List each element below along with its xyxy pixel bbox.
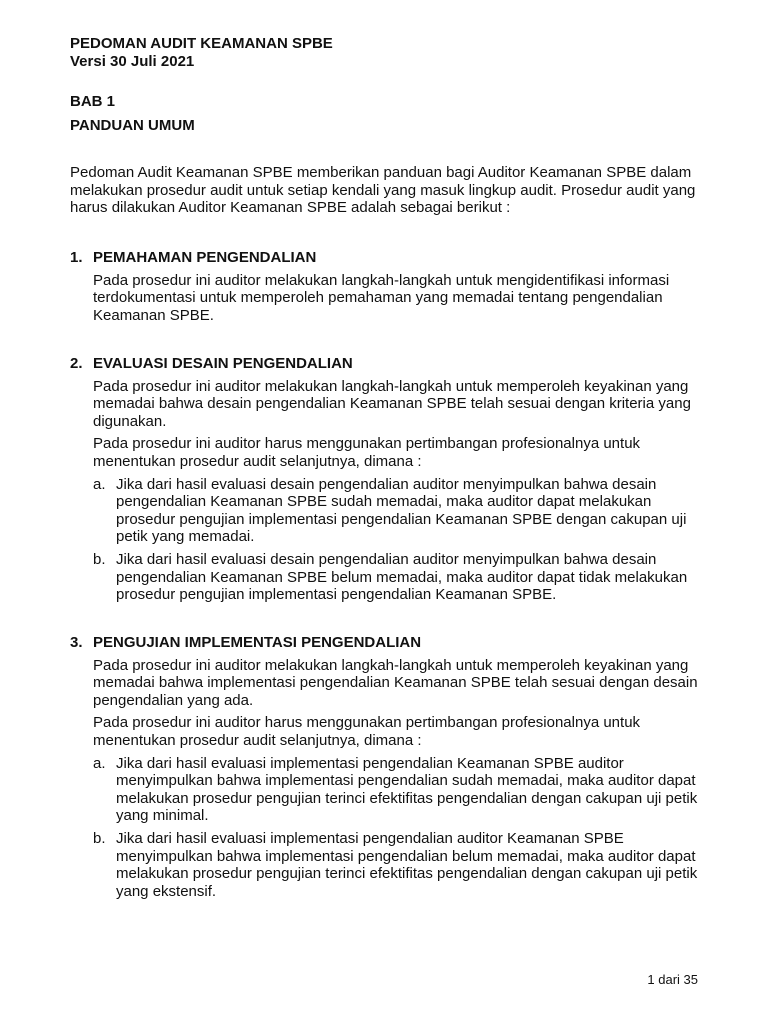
section-title: PENGUJIAN IMPLEMENTASI PENGENDALIAN [93, 634, 422, 651]
list-item-text: Jika dari hasil evaluasi desain pengendalian auditor menyimpulkan bahwa desain pengendalian Keamanan SPBE belum memadai, maka auditor dapat tidak melakukan prosedur pengujian implementasi pengendalian Keamanan SPBE. [116, 550, 688, 604]
chapter-title: PANDUAN UMUM [70, 116, 195, 134]
section-heading [70, 355, 710, 373]
section-number: 1. [70, 249, 83, 266]
section-title: EVALUASI DESAIN PENGENDALIAN [93, 355, 353, 372]
section-body [93, 378, 710, 604]
section-pemahaman [70, 249, 710, 324]
section-pengujian-implementasi [70, 634, 710, 900]
intro-paragraph: Pedoman Audit Keamanan SPBE memberikan panduan bagi Auditor Keamanan SPBE dalam melakukan prosedur audit untuk setiap kendali yang masuk lingkup audit. Prosedur audit yang harus dilakukan Auditor Keamanan SPBE adalah sebagai berikut : [70, 164, 696, 217]
list-item [93, 551, 710, 604]
list-item-text: Jika dari hasil evaluasi implementasi pengendalian auditor Keamanan SPBE menyimpulkan bahwa implementasi pengendalian belum memadai, maka auditor dapat melakukan prosedur pengujian terinci efektifitas pengendalian dengan cakupan uji petik yang ekstensif. [116, 829, 698, 900]
list-item [93, 476, 710, 546]
section-evaluasi-desain [70, 355, 710, 604]
list-item [93, 830, 710, 900]
section-title: PEMAHAMAN PENGENDALIAN [93, 249, 317, 266]
section-paragraph: Pada prosedur ini auditor melakukan langkah-langkah untuk memperoleh keyakinan yang memadai bahwa desain pengendalian Keamanan SPBE telah sesuai dengan kriteria yang digunakan. [93, 377, 691, 430]
document-header [70, 35, 710, 70]
list-item-text: Jika dari hasil evaluasi desain pengendalian auditor menyimpulkan bahwa desain pengendalian Keamanan SPBE sudah memadai, maka auditor dapat melakukan prosedur pengujian implementasi pengendalian Keamanan SPBE dengan cakupan uji petik yang memadai. [116, 475, 687, 546]
section-heading [70, 634, 710, 652]
section-heading [70, 249, 710, 267]
document-version: Versi 30 Juli 2021 [70, 52, 195, 70]
section-paragraph: Pada prosedur ini auditor melakukan langkah-langkah untuk mengidentifikasi informasi terdokumentasi untuk memperoleh pemahaman yang memadai tentang pengendalian Keamanan SPBE. [93, 271, 670, 324]
document-title: PEDOMAN AUDIT KEAMANAN SPBE [70, 35, 333, 52]
chapter-number: BAB 1 [70, 93, 116, 110]
section-body [93, 272, 710, 325]
section-paragraph: Pada prosedur ini auditor harus menggunakan pertimbangan profesionalnya untuk menentukan prosedur audit selanjutnya, dimana : [93, 435, 641, 470]
list-item [93, 755, 710, 825]
section-number: 2. [70, 355, 83, 372]
list-marker: a. [93, 754, 106, 772]
chapter-heading [70, 93, 710, 134]
section-number: 3. [70, 634, 83, 651]
section-body [93, 657, 710, 901]
list-marker: a. [93, 475, 106, 493]
list-marker: b. [93, 829, 106, 847]
section-paragraph: Pada prosedur ini auditor harus menggunakan pertimbangan profesionalnya untuk menentukan prosedur audit selanjutnya, dimana : [93, 714, 641, 749]
list-item-text: Jika dari hasil evaluasi implementasi pengendalian Keamanan SPBE auditor menyimpulkan bahwa implementasi pengendalian sudah memadai, maka auditor dapat melakukan prosedur pengujian terinci efektifitas pengendalian dengan cakupan uji petik yang minimal. [116, 754, 698, 825]
page-number: 1 dari 35 [647, 972, 698, 987]
section-paragraph: Pada prosedur ini auditor melakukan langkah-langkah untuk memperoleh keyakinan yang memadai bahwa implementasi pengendalian Keamanan SPBE telah sesuai dengan desain pengendalian yang ada. [93, 656, 698, 709]
list-marker: b. [93, 550, 106, 568]
